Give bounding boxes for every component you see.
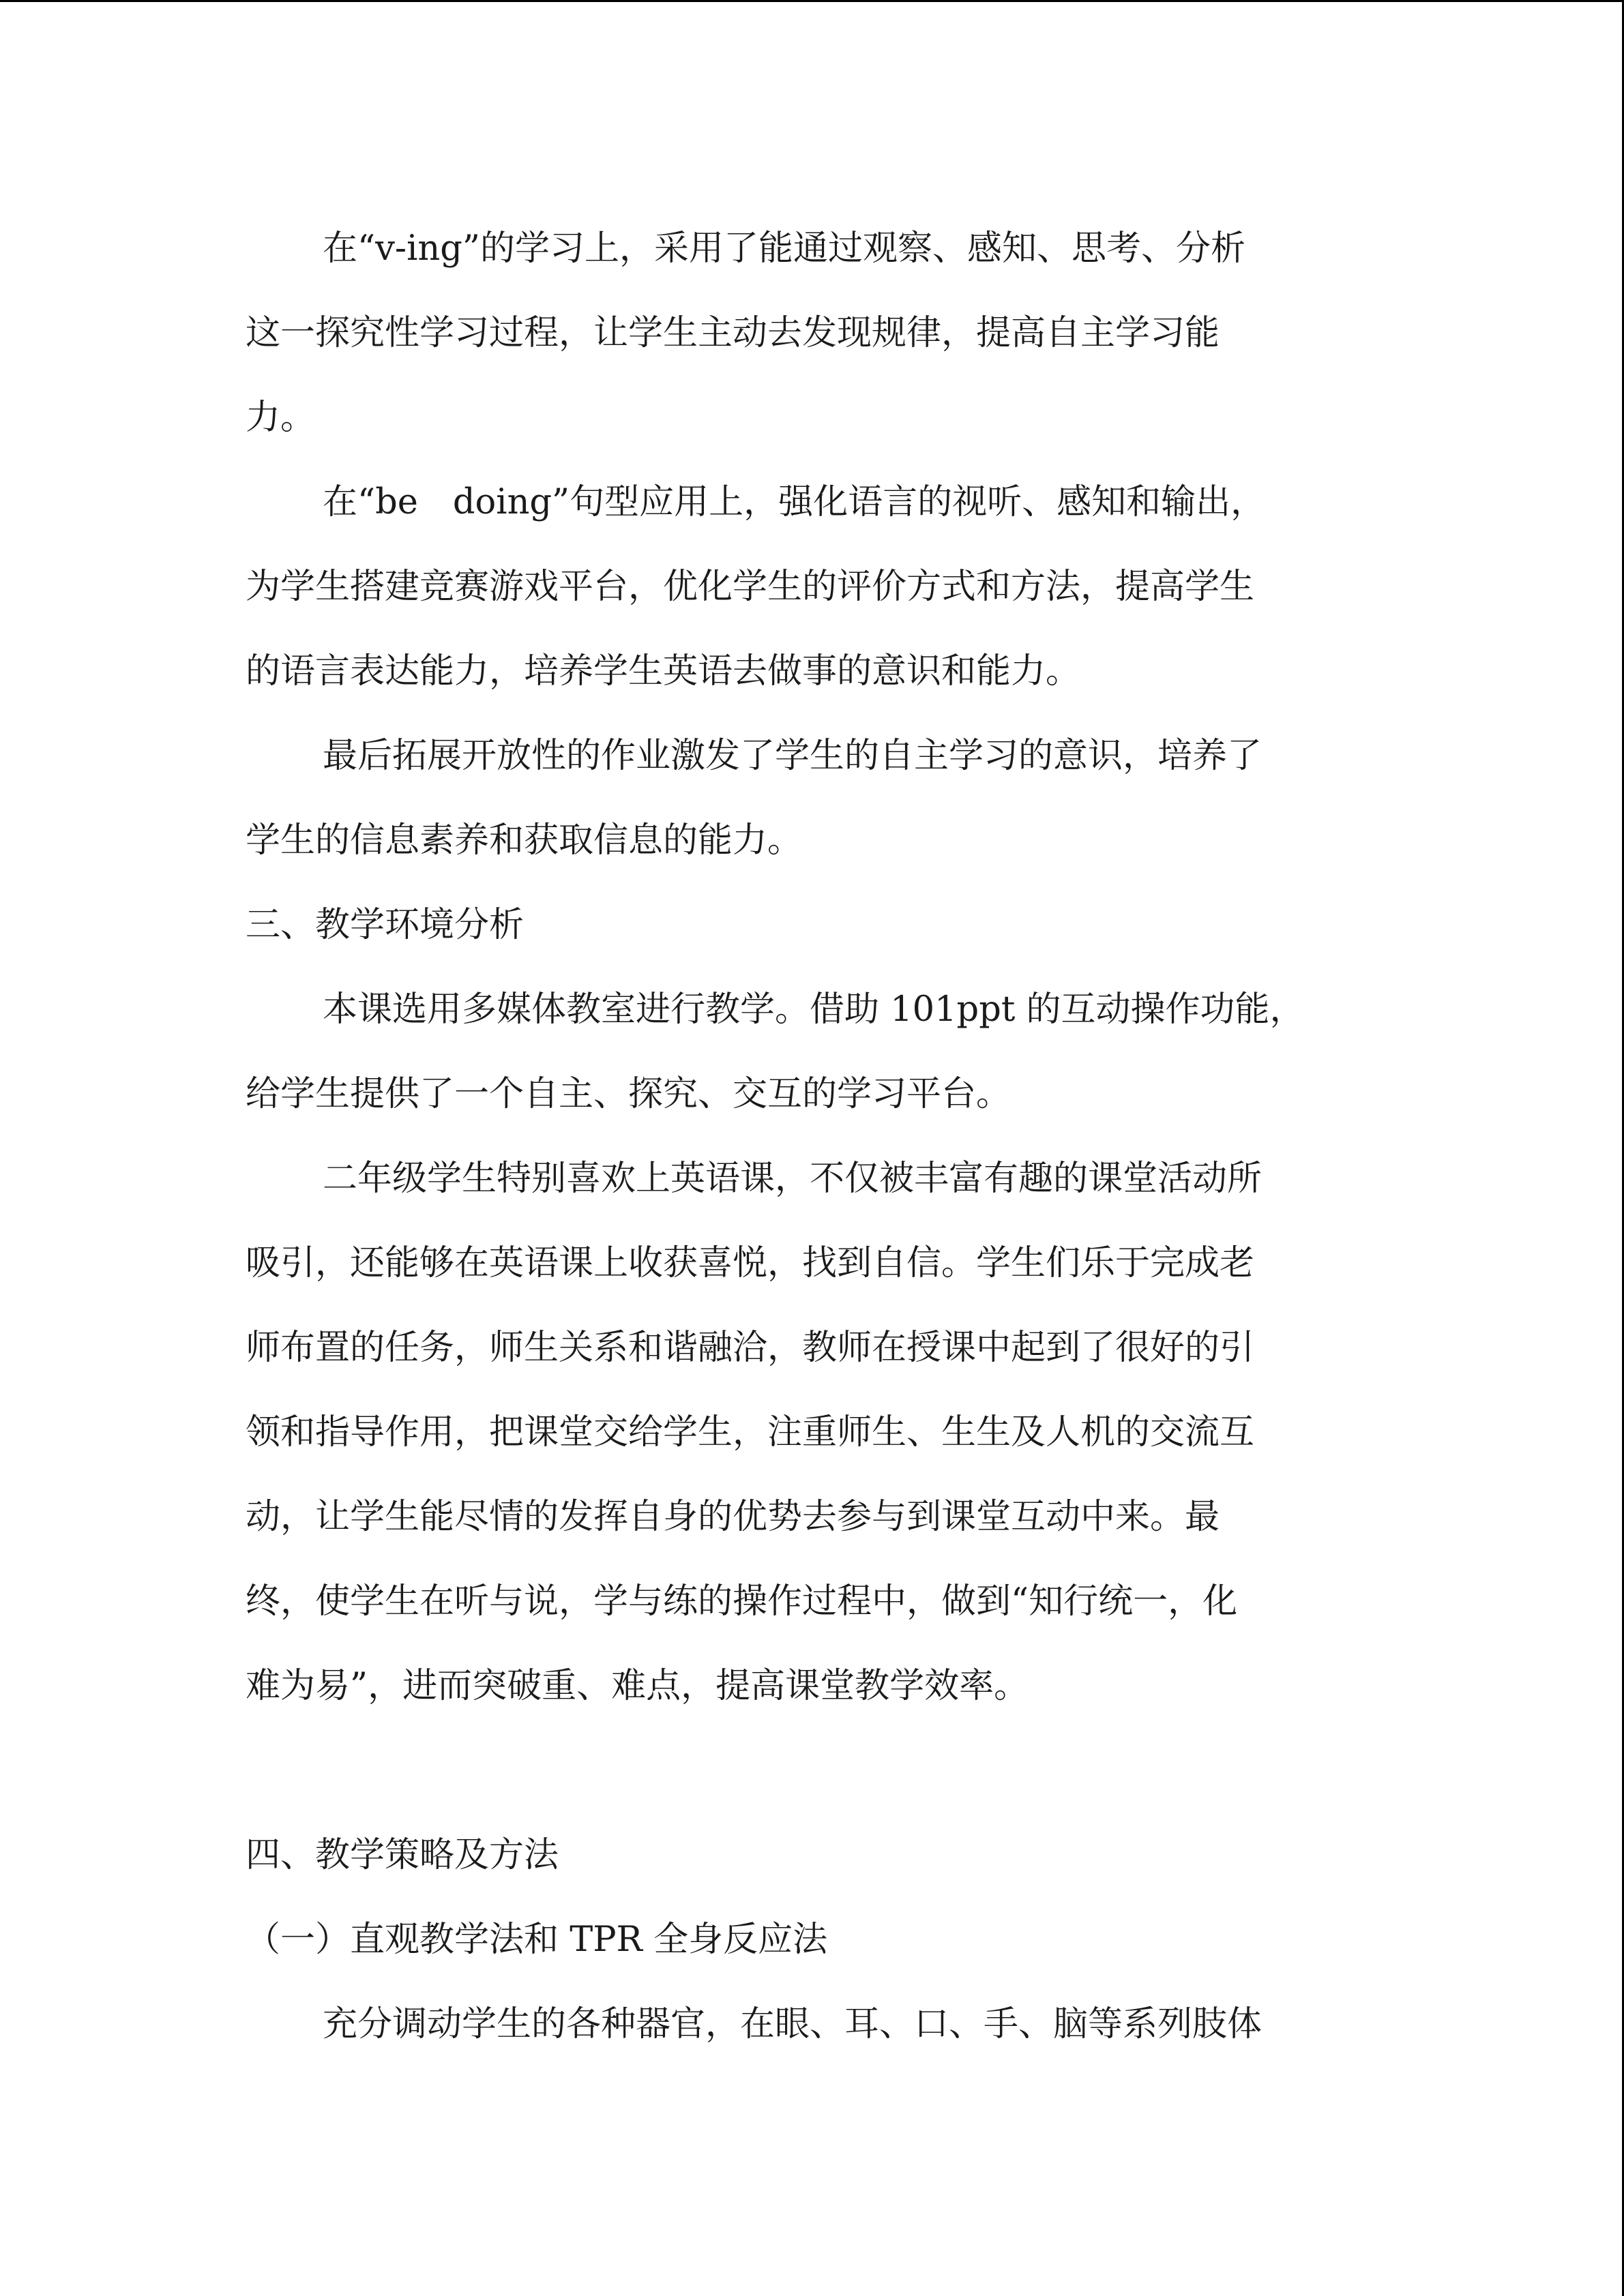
paragraph-line: 这一探究性学习过程，让学生主动去发现规律，提高自主学习能 [246, 313, 1220, 353]
paragraph-line: 充分调动学生的各种器官，在眼、耳、口、手、脑等系列肢体 [323, 2004, 1263, 2044]
paragraph-line: 二年级学生特别喜欢上英语课，不仅被丰富有趣的课堂活动所 [323, 1159, 1263, 1199]
paragraph-line: 在“v-ing”的学习上，采用了能通过观察、感知、思考、分析 [323, 228, 1245, 269]
paragraph-line: 难为易”，进而突破重、难点，提高课堂教学效率。 [246, 1666, 1029, 1706]
subsection-heading: （一）直观教学法和 TPR 全身反应法 [246, 1920, 828, 1960]
paragraph-line: 在“be doing”句型应用上，强化语言的视听、感知和输出， [323, 482, 1266, 522]
section-heading: 三、教学环境分析 [246, 905, 525, 945]
blank-line [246, 1729, 1371, 1813]
paragraph-line: 师布置的任务，师生关系和谐融洽，教师在授课中起到了很好的引 [246, 1328, 1255, 1368]
paragraph-line: 最后拓展开放性的作业激发了学生的自主学习的意识，培养了 [323, 736, 1263, 776]
paragraph-line: 学生的信息素养和获取信息的能力。 [246, 820, 803, 861]
paragraph-line: 领和指导作用，把课堂交给学生，注重师生、生生及人机的交流互 [246, 1412, 1255, 1452]
paragraph-line: 的语言表达能力，培养学生英语去做事的意识和能力。 [246, 651, 1081, 691]
paragraph-line: 本课选用多媒体教室进行教学。借助 101ppt 的互动操作功能， [323, 989, 1305, 1030]
paragraph-line: 动，让学生能尽情的发挥自身的优势去参与到课堂互动中来。最 [246, 1497, 1220, 1537]
paragraph-line: 吸引，还能够在英语课上收获喜悦，找到自信。学生们乐于完成老 [246, 1243, 1255, 1283]
paragraph-line: 终，使学生在听与说，学与练的操作过程中，做到“知行统一，化 [246, 1581, 1238, 1622]
paragraph-line: 给学生提供了一个自主、探究、交互的学习平台。 [246, 1074, 1012, 1114]
document-body [246, 207, 1371, 2067]
paragraph-line: 力。 [246, 398, 316, 438]
section-heading: 四、教学策略及方法 [246, 1835, 559, 1875]
paragraph-line: 为学生搭建竞赛游戏平台，优化学生的评价方式和方法，提高学生 [246, 567, 1255, 607]
